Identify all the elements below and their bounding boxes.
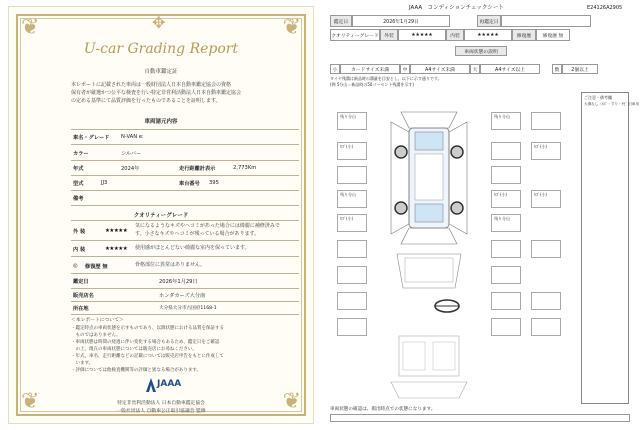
reinspection-date-value <box>501 15 591 27</box>
divider <box>71 205 299 206</box>
note-box <box>531 318 561 336</box>
interior-text: 使用感がほとんどない綺麗な室内を保っています。 <box>135 245 250 251</box>
vehicle-section-title: 車両諸元内容 <box>144 119 178 125</box>
note-box <box>531 112 561 130</box>
vehicle-color-label: カラー <box>73 151 89 157</box>
tire-label: タイヤ残溝は新品時の溝量を目安とし、以下に示す通りです。 <box>330 76 442 81</box>
note-line-4: の上、現在の車両状態については販売店にお尋ねください。 <box>71 347 197 352</box>
size-medium-value: A4サイズ未満 <box>410 64 470 74</box>
repair-history-value: 修復歴 無 <box>536 29 570 41</box>
note-box <box>491 266 521 284</box>
vehicle-diagram <box>371 92 487 402</box>
size-medium-key: 中 <box>400 64 410 74</box>
divider <box>71 301 299 302</box>
inspection-date-value: 2026年1月29日 <box>159 279 198 285</box>
sheet-title: JAAA コンディションチェックシート <box>409 5 504 11</box>
vehicle-model-value: JJ3 <box>101 180 108 186</box>
divider <box>71 190 299 191</box>
exterior-stars: ★★★★★ <box>398 29 446 41</box>
vehicle-year-value: 2024年 <box>121 166 140 172</box>
quality-section-title: クオリティーグレード <box>133 213 189 219</box>
divider <box>71 175 299 176</box>
note-box <box>531 190 561 208</box>
repair-text: 骨格部位に異常はありません。 <box>135 262 206 268</box>
address-value: 大分県大分市古国府1168-1 <box>159 306 217 311</box>
note-line-6: います。 <box>71 361 94 366</box>
footer-line-2: 一般社団法人 自動車公正取引協議会 監修 <box>116 409 206 414</box>
note-box-label: ｷｽﾞ(小) <box>340 144 354 149</box>
vehicle-name-label: 車名・グレード <box>73 135 110 141</box>
note-box <box>491 112 521 130</box>
remarks-text: 大傷なし（ｷｽﾞ・すり・ｻﾋﾞ 旧車用 <box>584 102 640 106</box>
remarks-box <box>581 92 640 404</box>
jaaa-logo-mark-icon <box>146 378 156 392</box>
footer-line-1: 特定非営利活動法人 日本自動車鑑定協会 <box>117 401 205 406</box>
vehicle-chassis-value: 395 <box>209 180 219 186</box>
note-line-3: ・車両状態は時間の経過に伴い変化する場合もあるため、鑑定日をご確認 <box>71 340 220 345</box>
address-label: 所在地 <box>73 306 89 312</box>
note-box-label: ｷｽﾞ(小) <box>494 192 508 197</box>
jaaa-logo-text: JAAA <box>157 379 182 389</box>
note-line-2: ものではありません。 <box>71 333 121 338</box>
note-box-label: 残り分山 <box>494 114 510 119</box>
divider <box>71 129 299 130</box>
divider <box>71 288 299 289</box>
note-box-label: 残り分山 <box>340 192 356 197</box>
exterior-stars: ★★★★★ <box>105 228 128 234</box>
intro-line-2: 保有者が厳選かつ公平な検査を行い特定非営利活動法人日本自動車鑑定協会 <box>71 90 242 96</box>
note-box <box>337 240 367 258</box>
note-box <box>337 292 367 310</box>
notes-title: ＜本レポートについて＞ <box>71 318 124 323</box>
note-box <box>337 190 367 208</box>
vehicle-condition-title: 車両状態の説明 <box>455 46 507 56</box>
inspection-date-label: 鑑定日 <box>73 279 89 285</box>
reinspection-date-label: 再鑑定日 <box>477 15 501 27</box>
size-large-key: 大 <box>470 64 480 74</box>
interior-label: 内 装 <box>73 247 86 253</box>
ornament-bottom-right-icon: ❦ <box>282 389 301 414</box>
note-box <box>491 292 521 310</box>
grading-certificate <box>8 6 314 424</box>
note-box-label: 残り分山 <box>494 216 510 221</box>
size-large-value: A4サイズ以上 <box>480 64 540 74</box>
divider <box>71 273 299 274</box>
ornament-top-right-icon: ❦ <box>282 15 301 40</box>
condition-check-sheet <box>325 5 640 424</box>
note-line-1: ・鑑定時点の車両状態を示すものであり、以降状態における品質を保証する <box>71 326 224 331</box>
vehicle-remarks-label: 備考 <box>73 196 84 202</box>
divider <box>71 144 299 145</box>
note-box <box>491 240 521 258</box>
note-box <box>491 190 521 208</box>
divider <box>71 160 299 161</box>
note-box <box>491 166 521 184</box>
exterior-text-2: す。小さなキズやヘコミが残っている場合があります。 <box>135 231 260 237</box>
date-value: 2026年1月29日 <box>352 15 450 27</box>
note-line-7: ・評価については他検査機関等の評価と異なる場合があります。 <box>71 368 202 373</box>
certificate-title: U-car Grading Report <box>83 41 239 57</box>
note-box <box>337 112 367 130</box>
interior-label: 内装 <box>446 29 464 41</box>
ornament-top-left-icon: ❦ <box>21 15 40 40</box>
note-box <box>491 142 521 160</box>
certificate-subtitle: 自動車鑑定証 <box>144 69 178 75</box>
date-label: 鑑定日 <box>330 15 352 27</box>
quality-grade-label: クオリティーグレード <box>330 29 380 41</box>
note-box <box>337 266 367 284</box>
exterior-text-1: 気になるようなキズやヘコミがあった場合には綺麗に補修済みで <box>135 223 280 229</box>
note-box-label: 残り分山 <box>340 114 356 119</box>
jaaa-logo <box>146 378 180 392</box>
footer-note-box <box>330 414 630 422</box>
size-count-key: 数 <box>552 64 562 74</box>
interior-stars: ★★★★★ <box>105 246 128 252</box>
footer-note: 車両状態の確認は、掲出時点での状態になります。 <box>330 407 436 412</box>
note-box <box>531 240 561 258</box>
exterior-label: 外装 <box>380 29 398 41</box>
note-box <box>531 142 561 160</box>
vehicle-mileage-value: 2,773Km <box>233 165 257 171</box>
remarks-title: ご注意・備考欄 <box>584 95 612 100</box>
repair-history-label: 修復歴 <box>512 29 536 41</box>
tire-note: (例 5分山＝新品時の50パーセント残溝を示す) <box>330 82 414 87</box>
note-box-label: ｷｽﾞ(小) <box>534 192 548 197</box>
note-box <box>337 318 367 336</box>
dealer-label: 販売店名 <box>73 293 94 299</box>
note-box <box>337 214 367 232</box>
vehicle-model-label: 型式 <box>73 181 84 187</box>
divider <box>71 256 299 257</box>
note-box-label: ｷｽﾞ(小) <box>340 216 354 221</box>
note-box <box>491 318 521 336</box>
note-box <box>531 292 561 310</box>
dealer-value: ホンダカーズ大分南 <box>159 293 206 299</box>
vehicle-year-label: 年式 <box>73 166 84 172</box>
intro-line-3: の定める基準にて品質評価を行ったものであることを証明します。 <box>71 98 221 104</box>
exterior-label: 外 装 <box>73 229 86 235</box>
size-small-value: カードサイズ未満 <box>340 64 400 74</box>
interior-stars: ★★★★★ <box>464 29 512 41</box>
divider <box>71 240 299 241</box>
size-small-key: 小 <box>330 64 340 74</box>
vehicle-mileage-label: 走行距離計表示 <box>179 166 216 172</box>
divider <box>71 314 299 315</box>
ornament-bottom-left-icon: ❦ <box>21 389 40 414</box>
size-count-value: 2個以上 <box>562 64 598 74</box>
repair-label: 修復歴 無 <box>85 264 108 270</box>
note-box-label: ｷｽﾞ(小) <box>534 144 548 149</box>
note-box <box>491 214 521 232</box>
intro-line-1: 本レポートに記載された車両は一般財団法人日本自動車鑑定協会の資格 <box>71 82 232 88</box>
divider <box>71 220 299 221</box>
note-line-5: ・年式、車名、走行距離などの記載については販売店申告をもとに作成して <box>71 354 224 359</box>
document-id: E24126A2905 <box>587 5 623 11</box>
vehicle-name-value: N-VAN e: <box>121 134 144 140</box>
ornament-top-center-icon: ✥ <box>152 13 166 32</box>
vehicle-color-value: シルバー <box>121 151 142 157</box>
vehicle-chassis-label: 車台番号 <box>179 181 200 187</box>
note-box <box>337 166 367 184</box>
repair-icon: ◎ <box>73 263 78 269</box>
note-box <box>337 142 367 160</box>
